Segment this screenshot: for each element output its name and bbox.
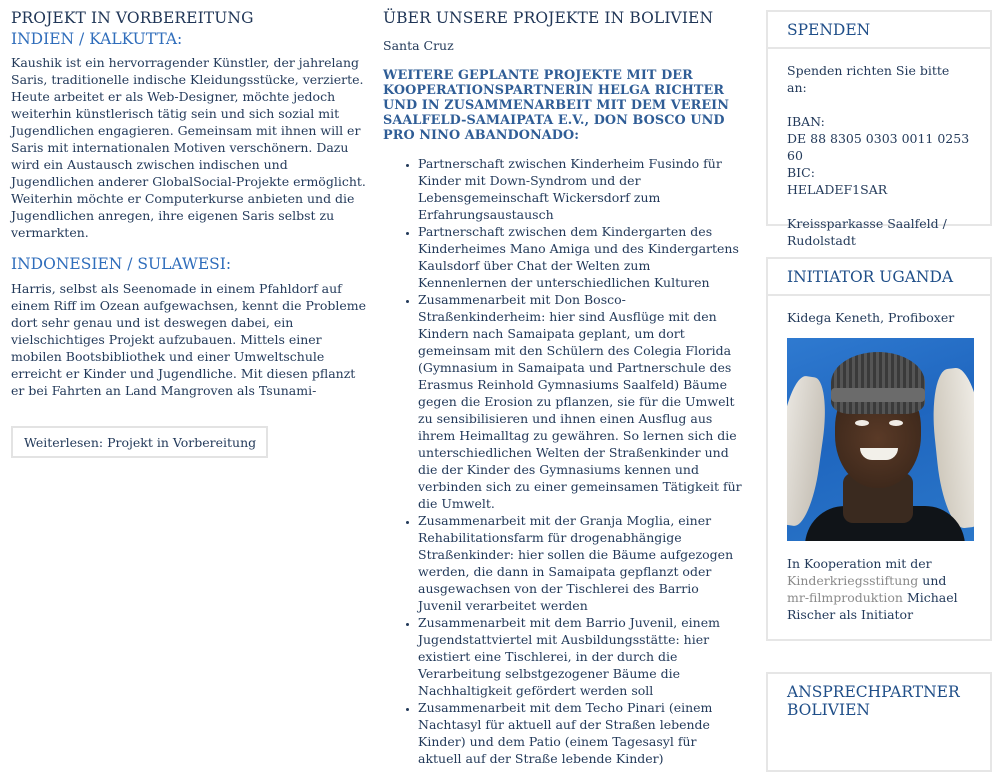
- read-more-button[interactable]: Weiterlesen: Projekt in Vorbereitung: [11, 426, 268, 458]
- coop-prefix: In Kooperation mit der: [787, 556, 932, 571]
- list-item: • Zusammenarbeit mit dem Barrio Juvenil, einem Jugendstattviertel mit Ausbildungsstätte: hier existiert eine Tischlerei, in der durch die Verarbeitung selbstgezogener Bäume die Nachhaltigkeit gefördert werden soll: [418, 614, 743, 699]
- iban-value: DE 88 8305 0303 0011 0253 60: [787, 131, 970, 163]
- initiator-name: Kidega Keneth, Profiboxer: [787, 310, 955, 325]
- left-column: [11, 8, 367, 458]
- project-list: [383, 155, 743, 767]
- heading-indonesia-sulawesi: INDONESIEN / SULAWESI:: [11, 255, 232, 273]
- coop-suffix: Michael Rischer als Initiator: [787, 590, 958, 622]
- right-sidebar: [766, 10, 992, 772]
- contact-bolivia-box: [766, 672, 992, 772]
- spacer: [787, 198, 972, 215]
- list-item: • Zusammenarbeit mit der Granja Moglia, einer Rehabilitationsfarm für drogenabhängige Straßenkinder: hier sollen die Bäume aufgezogen werden, die dann in Samaipata gepflanzt oder ausgewachsen von der Tischlerei des Barrio Juvenil verarbeitet werden: [418, 512, 743, 614]
- bic-label: BIC:: [787, 165, 815, 180]
- indonesia-paragraph: Harris, selbst als Seenomade in einem Pfahldorf auf einem Riff im Ozean aufgewachsen, kennt die Probleme dort sehr genau und ist deswegen dabei, ein vielschichtiges Projekt aufzubauen. Mittels einer mobilen Bootsbibliothek und einer Umweltschule erreicht er Kinder und Jugendliche. Mit diesen pflanzt er bei Fahrten an Land Mangroven als Tsunami-: [11, 281, 367, 398]
- section-heading-project-preparation: PROJEKT IN VORBEREITUNG: [11, 9, 254, 27]
- heading-india-kalkutta: INDIEN / KALKUTTA:: [11, 30, 183, 48]
- coop-mid: und: [918, 573, 947, 588]
- uganda-body: [768, 296, 990, 635]
- india-paragraph: Kaushik ist ein hervorragender Künstler, der jahrelang Saris, traditionelle indische Kleidungsstücke, verzierte. Heute arbeitet er als Web-Designer, möchte jedoch weiterhin künstlerisch tätig sein und sich sozial mit Jugendlichen engagieren. Gemeinsam mit ihnen will er Saris mit internationalen Motiven verschönern. Dazu wird ein Austausch zwischen indischen und Jugendlichen anderer GlobalSocial-Projekte ermöglicht. Weiterhin möchte er Computerkurse anbieten und die Jugendlichen anregen, ihre eigenen Saris selbst zu vermarkten.: [11, 55, 366, 240]
- list-item: • Zusammenarbeit mit dem Techo Pinari (einem Nachtasyl für aktuell auf der Straßen lebende Kinder) und dem Patio (einem Tagesasyl für aktuell auf der Straße lebende Kinder): [418, 699, 743, 767]
- iban-label: IBAN:: [787, 114, 825, 129]
- list-item: • Partnerschaft zwischen dem Kindergarten des Kinderheimes Mano Amiga und des Kindergartens Kaulsdorf über Chat der Welten zum Kennenlernen der unterschiedlichen Kulturen: [418, 223, 743, 291]
- link-mr-filmproduktion[interactable]: mr-filmproduktion: [787, 590, 903, 605]
- link-kinderkriegsstiftung[interactable]: Kinderkriegsstiftung: [787, 573, 919, 588]
- donate-box: [766, 10, 992, 248]
- middle-column: [383, 8, 743, 767]
- boxer-photo: [787, 338, 974, 541]
- list-item: • Partnerschaft zwischen Kinderheim Fusindo für Kinder mit Down-Syndrom und der Lebensgemeinschaft Wickersdorf zum Erfahrungsaustausch: [418, 155, 743, 223]
- contact-bolivia-title: ANSPRECHPARTNER BOLIVIEN: [787, 683, 960, 719]
- subheading-santa-cruz: Santa Cruz: [383, 38, 454, 53]
- bic-value: HELADEF1SAR: [787, 182, 888, 197]
- spacer: [787, 96, 972, 113]
- uganda-title: INITIATOR UGANDA: [768, 259, 990, 296]
- donate-intro: Spenden richten Sie bitte an:: [787, 63, 950, 95]
- bank-name: Kreissparkasse Saalfeld / Rudolstadt: [787, 216, 947, 248]
- cooperation-text: [787, 555, 972, 623]
- section-heading-bolivia: ÜBER UNSERE PROJEKTE IN BOLIVIEN: [383, 9, 714, 27]
- donate-title: SPENDEN: [768, 12, 990, 49]
- list-item: • Zusammenarbeit mit Don Bosco-Straßenkinderheim: hier sind Ausflüge mit den Kindern nach Samaipata geplant, um dort gemeinsam mit den Schülern des Colegia Florida (Gymnasium in Samaipata und Partnerschule des Erasmus Reinhold Gymnasiums Saalfeld) Bäume gegen die Erosion zu pflanzen, sie für die Umwelt zu sensibilisieren und ihnen einen Ausflug aus ihrem Heimalltag zu gewähren. So lernen sich die unterschiedlichen Welten der Straßenkinder und die der Kinder des Gymnasiums kennen und verbinden sich zu einer gemeinsamen Tätigkeit für die Umwelt.: [418, 291, 743, 512]
- donate-body: [768, 49, 990, 261]
- planned-projects-heading: WEITERE GEPLANTE PROJEKTE MIT DER KOOPERATIONSPARTNERIN HELGA RICHTER UND IN ZUSAMMENARBEIT MIT DEM VEREIN SAALFELD-SAMAIPATA E.V., DON BOSCO UND PRO NINO ABANDONADO:: [383, 68, 730, 143]
- uganda-box: [766, 257, 992, 641]
